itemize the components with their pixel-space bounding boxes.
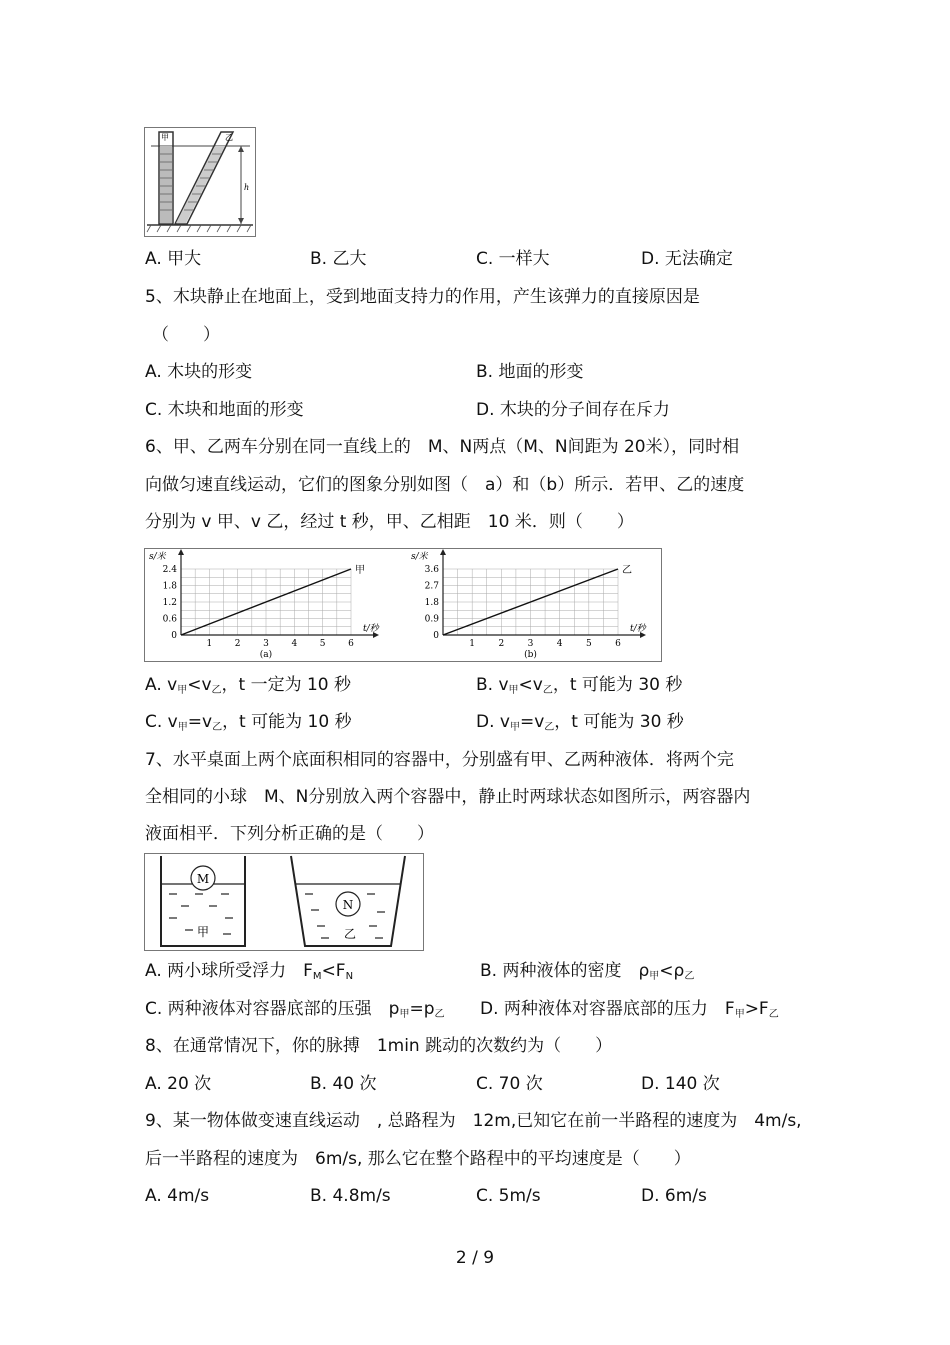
- opt-pre: B. v: [476, 675, 509, 695]
- x-tick-label: 3: [263, 639, 269, 649]
- x-axis-label: t/秒: [630, 624, 646, 634]
- q6-stem-line2: 向做匀速直线运动，它们的图象分别如图（ a）和（b）所示．若甲、乙的速度: [145, 475, 745, 495]
- q8-option-b[interactable]: B. 40 次: [310, 1074, 377, 1094]
- tube-label-jia: 甲: [161, 133, 169, 142]
- q4-option-a[interactable]: A. 甲大: [145, 249, 202, 269]
- x-tick-label: 6: [615, 639, 621, 649]
- q6-stem-line1: 6、甲、乙两车分别在同一直线上的 M、N两点（M、N间距为 20米），同时相: [145, 437, 740, 457]
- q6-charts-figure: [144, 548, 662, 662]
- ball-n-label: N: [342, 898, 354, 912]
- q6-stem-line3: 分别为 v 甲、v 乙，经过 t 秒，甲、乙相距 10 米．则（ ）: [145, 512, 634, 532]
- opt-mid: =v: [519, 712, 545, 732]
- opt-sub1: 甲: [177, 685, 188, 696]
- q6-option-b[interactable]: [476, 674, 682, 699]
- q5-stem-line1: 5、木块静止在地面上，受到地面支持力的作用，产生该弹力的直接原因是: [145, 287, 700, 307]
- opt-sub2: 乙: [768, 1009, 779, 1020]
- y-axis-arrow: [440, 549, 446, 555]
- y-axis-label: s/米: [149, 552, 166, 562]
- y-tick-label: 1.8: [424, 598, 439, 608]
- q6-option-c[interactable]: [145, 711, 352, 736]
- q9-option-b[interactable]: B. 4.8m/s: [310, 1186, 391, 1206]
- q5-option-b[interactable]: B. 地面的形变: [476, 362, 584, 382]
- q9-stem-line1: 9、某一物体做变速直线运动 , 总路程为 12m,已知它在前一半路程的速度为 4m/s,: [145, 1111, 802, 1131]
- q7-stem-line1: 7、水平桌面上两个底面积相同的容器中，分别盛有甲、乙两种液体．将两个完: [145, 750, 734, 770]
- x-tick-label: 2: [498, 639, 505, 649]
- x-tick-label: 5: [319, 639, 326, 649]
- tubes-diagram: [145, 128, 255, 236]
- q6-option-a[interactable]: [145, 674, 351, 699]
- q4-option-d[interactable]: D. 无法确定: [641, 249, 733, 269]
- opt-mid: <v: [187, 675, 212, 695]
- q9-option-d[interactable]: D. 6m/s: [641, 1186, 707, 1206]
- opt-mid: <ρ: [659, 961, 685, 981]
- q9-stem-line2: 后一半路程的速度为 6m/s, 那么它在整个路程中的平均速度是（ ）: [145, 1149, 691, 1169]
- opt-post: ，t 一定为 10 秒: [221, 675, 352, 695]
- x-tick-label: 4: [291, 639, 298, 649]
- opt-pre: C. v: [145, 712, 178, 732]
- q8-stem-line1: 8、在通常情况下，你的脉搏 1min 跳动的次数约为（ ）: [145, 1036, 613, 1056]
- opt-sub1: 甲: [509, 722, 520, 733]
- q7-option-a[interactable]: [145, 960, 353, 985]
- q4-option-c[interactable]: C. 一样大: [476, 249, 550, 269]
- y-tick-label: 0: [171, 631, 177, 641]
- opt-sub2: 乙: [434, 1009, 445, 1020]
- opt-mid: <F: [321, 961, 346, 981]
- x-tick-label: 4: [556, 639, 563, 649]
- q7-option-b[interactable]: [480, 960, 694, 985]
- opt-post: ，t 可能为 10 秒: [222, 712, 352, 732]
- q8-option-d[interactable]: D. 140 次: [641, 1074, 720, 1094]
- x-tick-label: 5: [585, 639, 592, 649]
- x-tick-label: 1: [206, 639, 213, 649]
- opt-pre: B. 两种液体的密度 ρ: [480, 961, 650, 981]
- opt-pre: D. 两种液体对容器底部的压力 F: [480, 999, 735, 1019]
- opt-mid: <v: [518, 675, 543, 695]
- y-tick-label: 2.4: [162, 565, 177, 575]
- q8-option-a[interactable]: A. 20 次: [145, 1074, 212, 1094]
- q6-charts-svg: [145, 549, 661, 661]
- opt-mid: =p: [409, 999, 435, 1019]
- ball-m-label: M: [196, 872, 210, 886]
- opt-sub2: N: [345, 971, 354, 982]
- q9-option-c[interactable]: C. 5m/s: [476, 1186, 541, 1206]
- opt-sub1: M: [312, 971, 322, 982]
- opt-pre: A. 两小球所受浮力 F: [145, 961, 313, 981]
- q6-option-d[interactable]: [476, 711, 684, 736]
- q5-stem-line2: （ ）: [152, 325, 220, 345]
- q4-option-b[interactable]: B. 乙大: [310, 249, 367, 269]
- opt-pre: A. v: [145, 675, 178, 695]
- q4-figure: [144, 127, 256, 237]
- q7-option-d[interactable]: [480, 998, 779, 1023]
- y-tick-label: 2.7: [424, 581, 439, 592]
- y-tick-label: 0.9: [424, 614, 439, 625]
- containers-svg: [145, 854, 423, 950]
- q8-option-c[interactable]: C. 70 次: [476, 1074, 543, 1094]
- q7-stem-line2: 全相同的小球 M、N分别放入两个容器中，静止时两球状态如图所示，两容器内: [145, 787, 751, 807]
- q7-containers-figure: [144, 853, 424, 951]
- x-tick-label: 2: [234, 639, 241, 649]
- y-tick-label: 0.6: [162, 614, 177, 625]
- liquid-jia-label: 甲: [196, 925, 210, 939]
- opt-mid: >F: [744, 999, 769, 1019]
- x-tick-label: 1: [469, 639, 476, 649]
- opt-post: ，t 可能为 30 秒: [552, 675, 683, 695]
- x-tick-label: 6: [348, 639, 354, 649]
- opt-sub1: 甲: [399, 1009, 410, 1020]
- height-label: h: [244, 183, 250, 192]
- page-number: 2 / 9: [455, 1248, 495, 1268]
- opt-pre: D. v: [476, 712, 510, 732]
- opt-pre: C. 两种液体对容器底部的压强 p: [145, 999, 400, 1019]
- series-label: 乙: [622, 565, 632, 576]
- q5-option-a[interactable]: A. 木块的形变: [145, 362, 253, 382]
- chart-caption: (b): [524, 650, 537, 660]
- opt-sub2: 乙: [684, 971, 695, 982]
- opt-sub1: 甲: [734, 1009, 745, 1020]
- opt-sub1: 甲: [649, 971, 660, 982]
- y-tick-label: 0: [433, 631, 439, 641]
- opt-sub2: 乙: [544, 722, 555, 733]
- y-axis-label: s/米: [411, 552, 428, 562]
- y-tick-label: 1.8: [162, 581, 177, 592]
- q5-option-c[interactable]: C. 木块和地面的形变: [145, 400, 304, 420]
- opt-sub2: 乙: [212, 722, 223, 733]
- opt-mid: =v: [187, 712, 213, 732]
- q7-stem-line3: 液面相平．下列分析正确的是（ ）: [145, 824, 434, 844]
- x-axis-label: t/秒: [363, 624, 379, 634]
- tube-label-yi: 乙: [225, 133, 233, 142]
- y-tick-label: 3.6: [424, 565, 439, 575]
- opt-sub1: 甲: [508, 685, 519, 696]
- opt-post: ，t 可能为 30 秒: [554, 712, 684, 732]
- q5-option-d[interactable]: D. 木块的分子间存在斥力: [476, 400, 670, 420]
- opt-sub2: 乙: [211, 685, 222, 696]
- y-axis-arrow: [178, 549, 184, 555]
- series-label: 甲: [355, 565, 365, 576]
- y-tick-label: 1.2: [162, 598, 177, 608]
- liquid-yi-label: 乙: [343, 927, 357, 941]
- x-tick-label: 3: [527, 639, 534, 649]
- opt-sub2: 乙: [542, 685, 553, 696]
- opt-sub1: 甲: [177, 722, 188, 733]
- q7-option-c[interactable]: [145, 998, 445, 1023]
- q9-option-a[interactable]: A. 4m/s: [145, 1186, 210, 1206]
- chart-caption: (a): [259, 650, 273, 660]
